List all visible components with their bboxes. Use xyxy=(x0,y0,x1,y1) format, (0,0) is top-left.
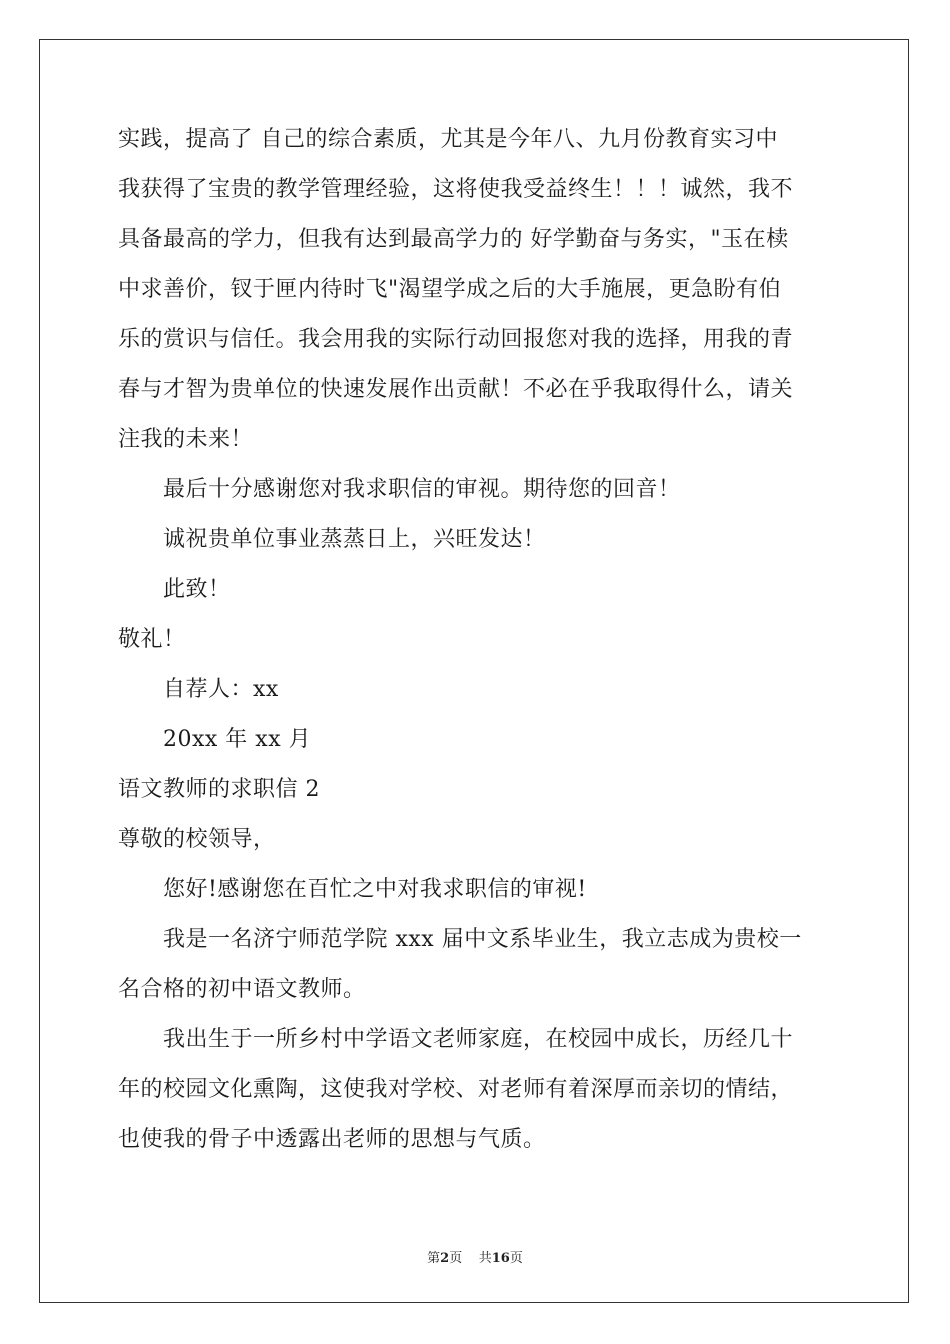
paragraph-line: 我获得了宝贵的教学管理经验，这将使我受益终生！！！诚然，我不 xyxy=(118,177,794,202)
total-suffix: 页 xyxy=(509,1251,523,1266)
paragraph-line: 您好!感谢您在百忙之中对我求职信的审视! xyxy=(163,877,587,902)
page-current: 2 xyxy=(440,1251,450,1266)
salutation-respect: 敬礼！ xyxy=(118,627,186,652)
paragraph-line: 春与才智为贵单位的快速发展作出贡献！不必在乎我取得什么，请关 xyxy=(118,377,794,402)
signature: 自荐人：xx xyxy=(163,677,279,702)
paragraph-line: 我是一名济宁师范学院 xxx 届中文系毕业生，我立志成为贵校一 xyxy=(163,927,802,952)
page-suffix: 页 xyxy=(449,1251,463,1266)
paragraph-line: 我出生于一所乡村中学语文老师家庭，在校园中成长，历经几十 xyxy=(163,1027,794,1052)
paragraph-line: 年的校园文化熏陶，这使我对学校、对老师有着深厚而亲切的情结， xyxy=(118,1077,794,1102)
page-footer xyxy=(0,1247,950,1266)
paragraph-line: 乐的赏识与信任。我会用我的实际行动回报您对我的选择，用我的青 xyxy=(118,327,794,352)
section-title: 语文教师的求职信 2 xyxy=(118,777,320,802)
paragraph-line: 具备最高的学力，但我有达到最高学力的 好学勤奋与务实，"玉在椟 xyxy=(118,227,789,252)
page-prefix: 第 xyxy=(427,1251,441,1266)
paragraph-line: 注我的未来！ xyxy=(118,427,254,452)
page-total: 16 xyxy=(491,1251,510,1266)
closing-thanks: 最后十分感谢您对我求职信的审视。期待您的回音！ xyxy=(163,477,681,502)
paragraph-line: 名合格的初中语文教师。 xyxy=(118,977,366,1002)
date: 20xx 年 xx 月 xyxy=(163,727,312,752)
paragraph-line: 中求善价，钗于匣内待时飞"渴望学成之后的大手施展，更急盼有伯 xyxy=(118,277,782,302)
paragraph-line: 实践，提高了 自己的综合素质，尤其是今年八、九月份教育实习中 xyxy=(118,127,778,152)
closing-wish: 诚祝贵单位事业蒸蒸日上，兴旺发达！ xyxy=(163,527,546,552)
total-prefix: 共 xyxy=(478,1251,492,1266)
greeting: 尊敬的校领导， xyxy=(118,827,276,852)
salutation-closing: 此致！ xyxy=(163,577,231,602)
paragraph-line: 也使我的骨子中透露出老师的思想与气质。 xyxy=(118,1127,546,1152)
